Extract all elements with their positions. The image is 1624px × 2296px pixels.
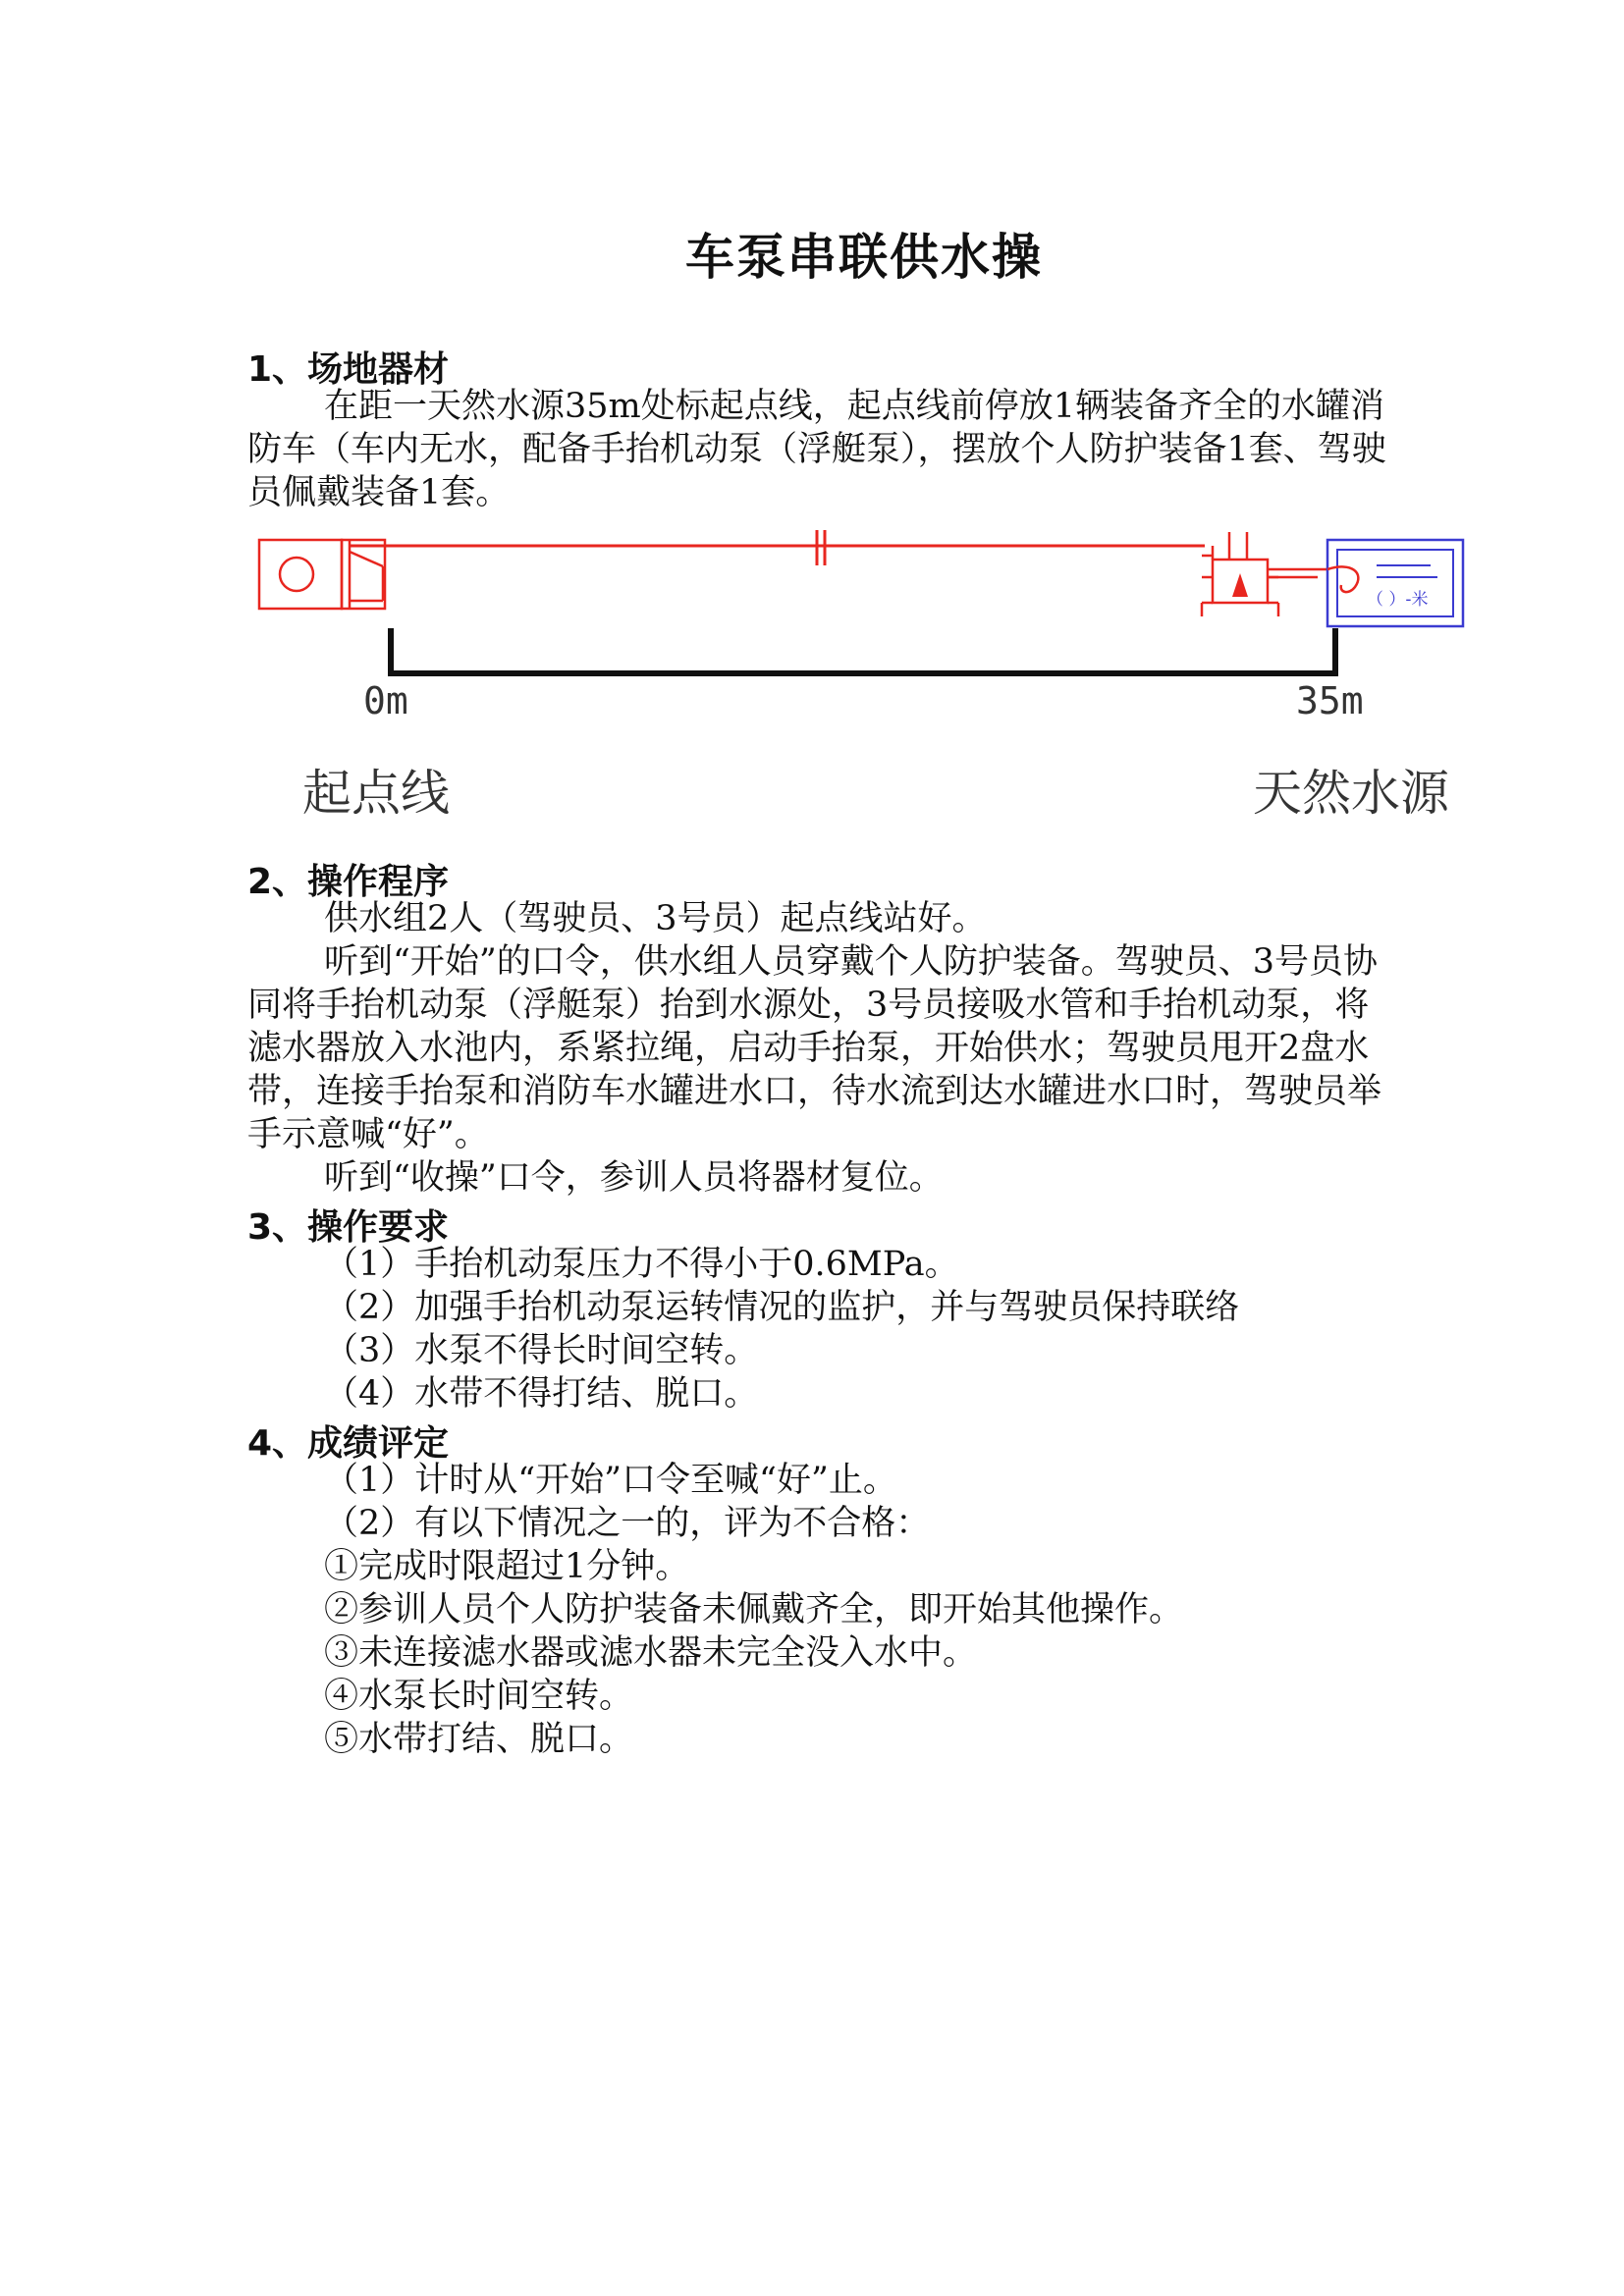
water-source-label: 天然水源	[1253, 765, 1449, 822]
requirement-item: （3）水泵不得长时间空转。	[324, 1331, 759, 1370]
section-1-paragraph: 在距一天然水源35m处标起点线，起点线前停放1辆装备齐全的水罐消防车（车内无水，配备手抬机动泵（浮艇泵），摆放个人防护装备1套、驾驶员佩戴装备1套。	[247, 387, 1386, 512]
requirement-item: （4）水带不得打结、脱口。	[324, 1374, 759, 1414]
pump-icon	[1202, 532, 1327, 616]
failure-condition: ③未连接滤水器或滤水器未完全没入水中。	[324, 1633, 978, 1673]
section-4-heading: 4、成绩评定	[247, 1423, 450, 1464]
fire-truck-icon	[259, 540, 385, 609]
section-2-paragraph-2: 听到“开始”的口令，供水组人员穿戴个人防护装备。驾驶员、3号员协同将手抬机动泵（浮艇泵）抬到水源处，3号员接吸水管和手抬机动泵，将滤水器放入水池内，系紧拉绳，启动手抬泵，开始供水；驾驶员甩开2盘水带，连接手抬泵和消防车水罐进水口，待水流到达水罐进水口时，驾驶员举手示意喊“好”。	[247, 942, 1382, 1154]
distance-scale	[391, 628, 1335, 673]
failure-condition: ②参训人员个人防护装备未佩戴齐全，即开始其他操作。	[324, 1590, 1184, 1629]
start-line-label: 起点线	[302, 765, 450, 822]
section-2-paragraph-3: 听到“收操”口令，参训人员将器材复位。	[324, 1158, 944, 1198]
water-source-text: （ ）-米	[1367, 590, 1429, 610]
failure-condition: ①完成时限超过1分钟。	[324, 1547, 690, 1586]
water-source-icon	[1327, 540, 1463, 626]
failure-condition: ④水泵长时间空转。	[324, 1677, 634, 1716]
section-2-paragraph-1: 供水组2人（驾驶员、3号员）起点线站好。	[324, 899, 987, 938]
section-2-heading: 2、操作程序	[247, 862, 450, 902]
evaluation-item: （2）有以下情况之一的，评为不合格：	[324, 1504, 931, 1543]
evaluation-item: （1）计时从“开始”口令至喊“好”止。	[324, 1461, 897, 1500]
site-diagram	[247, 522, 1494, 836]
start-distance-label: 0m	[363, 679, 408, 722]
page-title: 车泵串联供水操	[685, 229, 1043, 286]
failure-condition: ⑤水带打结、脱口。	[324, 1720, 634, 1759]
requirement-item: （2）加强手抬机动泵运转情况的监护，并与驾驶员保持联络	[324, 1288, 1240, 1327]
section-1-heading: 1、场地器材	[247, 349, 450, 390]
requirement-item: （1）手抬机动泵压力不得小于0.6MPa。	[324, 1245, 959, 1284]
hose-line	[350, 530, 1205, 565]
end-distance-label: 35m	[1296, 679, 1364, 722]
section-3-heading: 3、操作要求	[247, 1207, 450, 1248]
